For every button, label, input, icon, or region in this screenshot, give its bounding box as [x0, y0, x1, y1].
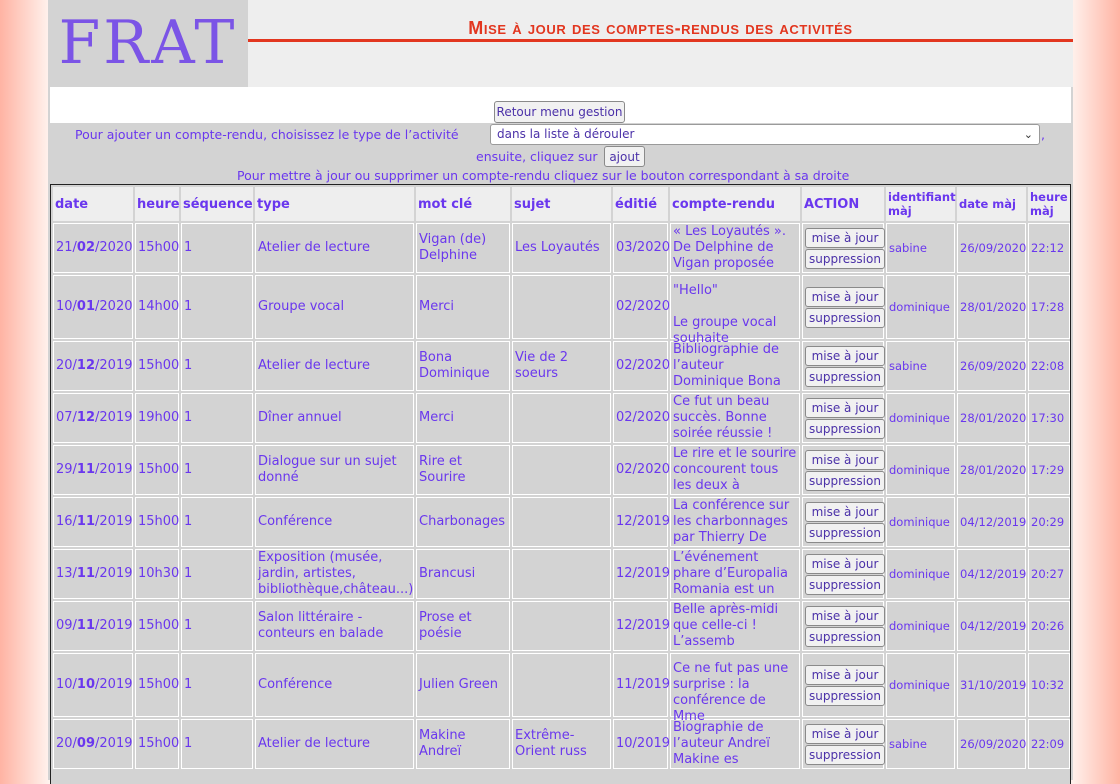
cell-sequence: 1 [181, 341, 253, 391]
table-row [53, 445, 1070, 495]
cell-heure-maj: 10:32 [1028, 653, 1070, 717]
cell-action [802, 601, 884, 651]
cell-compte-rendu [670, 393, 800, 443]
cell-compte-rendu [670, 341, 800, 391]
cell-compte-rendu [670, 223, 800, 273]
cell-sequence: 1 [181, 653, 253, 717]
cell-date [53, 223, 133, 273]
chevron-down-icon: ⌄ [1023, 128, 1033, 141]
table-row [53, 341, 1070, 391]
cell-date-maj: 31/10/2019 [957, 653, 1026, 717]
compte-rendu-text: Biographie de l’auteur Andreï Makine es [673, 720, 770, 767]
activity-type-select[interactable] [490, 124, 1040, 145]
frat-logo: FRAT [48, 0, 248, 87]
cell-action [802, 549, 884, 599]
cell-identifiant: dominique [886, 601, 955, 651]
date-day: 21/ [56, 240, 77, 255]
compte-rendu-text: Ce ne fut pas une surprise : la conférence de Mme [673, 661, 789, 724]
date-day: 20/ [56, 358, 77, 373]
cell-identifiant: dominique [886, 653, 955, 717]
header-compte-rendu: compte-rendu [670, 187, 800, 221]
cell-date [53, 653, 133, 717]
cell-mot-cle: Merci [416, 275, 510, 339]
date-year: /2020 [95, 299, 133, 314]
update-button[interactable]: mise à jour [805, 346, 885, 366]
cell-heure-maj: 17:28 [1028, 275, 1070, 339]
date-month: 10 [76, 677, 96, 692]
cell-compte-rendu [670, 549, 800, 599]
cell-editie: 02/2020 [613, 341, 668, 391]
cell-heure: 15h00 [135, 497, 179, 547]
cell-date-maj: 28/01/2020 [957, 393, 1026, 443]
cell-sujet [512, 445, 611, 495]
date-year: /2020 [95, 240, 133, 255]
back-to-menu-button[interactable]: Retour menu gestion [494, 101, 625, 123]
date-month: 11 [76, 514, 96, 529]
delete-button[interactable]: suppression [805, 627, 885, 647]
cell-heure-maj: 20:27 [1028, 549, 1070, 599]
table-row [53, 275, 1070, 339]
cell-date-maj: 26/09/2020 [957, 341, 1026, 391]
header-action: ACTION [802, 187, 884, 221]
cell-mot-cle: Charbonages [416, 497, 510, 547]
compte-rendu-text: Ce fut un beau succès. Bonne soirée réussie ! [673, 394, 773, 441]
cell-heure-maj: 22:12 [1028, 223, 1070, 273]
cell-mot-cle: Vigan (de) Delphine [416, 223, 510, 273]
cell-mot-cle: Merci [416, 393, 510, 443]
update-instruction-text: Pour mettre à jour ou supprimer un compte-rendu cliquez sur le bouton correspondant à sa droite [237, 168, 850, 183]
reports-table-container [50, 184, 1071, 784]
cell-identifiant: dominique [886, 393, 955, 443]
compte-rendu-text: « Les Loyautés ». De Delphine de Vigan proposée [673, 224, 786, 271]
cell-action [802, 653, 884, 717]
cell-date-maj: 04/12/2019 [957, 549, 1026, 599]
cell-type: Conférence [255, 653, 414, 717]
date-day: 10/ [56, 299, 77, 314]
cell-heure: 15h00 [135, 653, 179, 717]
cell-action [802, 223, 884, 273]
cell-editie: 12/2019 [613, 601, 668, 651]
date-year: /2019 [95, 736, 133, 751]
cell-type: Dîner annuel [255, 393, 414, 443]
cell-compte-rendu [670, 601, 800, 651]
add-instruction-text: Pour ajouter un compte-rendu, choisissez le type de l’activité [75, 127, 459, 142]
delete-button[interactable]: suppression [805, 745, 885, 765]
cell-heure-maj: 22:09 [1028, 719, 1070, 769]
delete-button[interactable]: suppression [805, 686, 885, 706]
cell-heure-maj: 17:29 [1028, 445, 1070, 495]
cell-heure-maj: 22:08 [1028, 341, 1070, 391]
cell-sequence: 1 [181, 549, 253, 599]
cell-compte-rendu [670, 653, 800, 724]
cell-date-maj: 26/09/2020 [957, 223, 1026, 273]
cell-type: Exposition (musée, jardin, artistes, bibliothèque,château...) [255, 549, 414, 599]
cell-identifiant: dominique [886, 549, 955, 599]
cell-mot-cle: Julien Green [416, 653, 510, 717]
delete-button[interactable]: suppression [805, 575, 885, 595]
cell-type: Salon littéraire - conteurs en balade [255, 601, 414, 651]
cell-type: Atelier de lecture [255, 719, 414, 769]
cell-heure-maj: 20:29 [1028, 497, 1070, 547]
cell-heure: 15h00 [135, 445, 179, 495]
date-year: /2019 [95, 410, 133, 425]
header-mot-cle: mot clé [416, 187, 510, 221]
cell-heure: 15h00 [135, 719, 179, 769]
cell-action [802, 719, 884, 769]
cell-sujet: Vie de 2 soeurs [512, 341, 611, 391]
cell-mot-cle: Brancusi [416, 549, 510, 599]
cell-date [53, 497, 133, 547]
update-button[interactable]: mise à jour [805, 554, 885, 574]
cell-heure: 15h00 [135, 223, 179, 273]
cell-sujet [512, 601, 611, 651]
date-year: /2019 [95, 618, 133, 633]
table-row [53, 719, 1070, 769]
cell-editie: 12/2019 [613, 549, 668, 599]
table-row [53, 653, 1070, 717]
cell-date [53, 393, 133, 443]
cell-action [802, 445, 884, 495]
page-title: Mise à jour des comptes-rendus des activités [468, 18, 853, 38]
cell-sequence: 1 [181, 223, 253, 273]
compte-rendu-text: L’événement phare d’Europalia Romania est un [673, 550, 788, 597]
reports-table [51, 185, 1072, 771]
date-month: 11 [76, 618, 96, 633]
cell-type: Dialogue sur un sujet donné [255, 445, 414, 495]
update-button[interactable]: mise à jour [805, 450, 885, 470]
delete-button[interactable]: suppression [805, 523, 885, 543]
add-button[interactable]: ajout [604, 146, 645, 167]
cell-sujet: Les Loyautés [512, 223, 611, 273]
date-day: 07/ [56, 410, 77, 425]
date-day: 16/ [56, 514, 77, 529]
date-month: 02 [76, 240, 96, 255]
cell-date-maj: 04/12/2019 [957, 601, 1026, 651]
date-month: 12 [76, 410, 96, 425]
cell-editie: 10/2019 [613, 719, 668, 769]
cell-date [53, 341, 133, 391]
cell-compte-rendu [670, 497, 800, 547]
date-day: 10/ [56, 677, 77, 692]
compte-rendu-text: Le rire et le sourire concourent tous les deux à [673, 446, 797, 493]
header-editie: éditié [613, 187, 668, 221]
cell-editie: 12/2019 [613, 497, 668, 547]
cell-date [53, 445, 133, 495]
cell-action [802, 393, 884, 443]
update-button[interactable]: mise à jour [805, 228, 885, 248]
date-month: 12 [76, 358, 96, 373]
cell-sujet [512, 497, 611, 547]
cell-identifiant: dominique [886, 275, 955, 339]
cell-sujet [512, 653, 611, 717]
cell-action [802, 497, 884, 547]
page [48, 0, 1073, 780]
cell-type: Conférence [255, 497, 414, 547]
update-button[interactable]: mise à jour [805, 606, 885, 626]
cell-date-maj: 28/01/2020 [957, 445, 1026, 495]
date-day: 13/ [56, 566, 77, 581]
cell-date [53, 719, 133, 769]
then-click-text: ensuite, cliquez sur [476, 149, 598, 164]
cell-sequence: 1 [181, 497, 253, 547]
title-underline [248, 39, 1073, 42]
cell-sequence: 1 [181, 601, 253, 651]
cell-type: Atelier de lecture [255, 341, 414, 391]
cell-editie: 11/2019 [613, 653, 668, 717]
cell-sequence: 1 [181, 393, 253, 443]
table-header-row [53, 187, 1070, 221]
cell-sequence: 1 [181, 445, 253, 495]
cell-identifiant: sabine [886, 223, 955, 273]
header-date: date [53, 187, 133, 221]
header-type: type [255, 187, 414, 221]
cell-editie: 03/2020 [613, 223, 668, 273]
cell-heure: 15h00 [135, 341, 179, 391]
date-month: 01 [76, 299, 96, 314]
table-row [53, 497, 1070, 547]
cell-date [53, 549, 133, 599]
cell-date [53, 601, 133, 651]
update-button[interactable]: mise à jour [805, 665, 885, 685]
date-month: 09 [76, 736, 96, 751]
date-year: /2019 [95, 514, 133, 529]
cell-type: Groupe vocal [255, 275, 414, 339]
compte-rendu-text: Bibliographie de l’auteur Dominique Bona [673, 342, 781, 389]
cell-type: Atelier de lecture [255, 223, 414, 273]
cell-sequence: 1 [181, 719, 253, 769]
cell-heure: 15h00 [135, 601, 179, 651]
delete-button[interactable]: suppression [805, 308, 885, 328]
cell-heure: 14h00 [135, 275, 179, 339]
table-row [53, 393, 1070, 443]
table-row [53, 601, 1070, 651]
instruction-comma: , [1041, 127, 1045, 142]
header-identifiant: identifiant màj [886, 187, 955, 221]
cell-date [53, 275, 133, 339]
cell-mot-cle: Rire et Sourire [416, 445, 510, 495]
date-year: /2019 [95, 566, 133, 581]
update-button[interactable]: mise à jour [805, 724, 885, 744]
compte-rendu-text: La conférence sur les charbonnages par Thierry De [673, 498, 790, 545]
cell-sujet [512, 549, 611, 599]
cell-sequence: 1 [181, 275, 253, 339]
cell-sujet: Extrême-Orient russ [512, 719, 611, 769]
date-year: /2019 [95, 462, 133, 477]
header-date-maj: date màj [957, 187, 1026, 221]
delete-button[interactable]: suppression [805, 367, 885, 387]
compte-rendu-text: Belle après-midi que celle-ci ! L’assemb [673, 602, 779, 649]
cell-action [802, 275, 884, 339]
header [48, 0, 1073, 87]
activity-type-select-value: dans la liste à dérouler [497, 127, 635, 141]
update-button[interactable]: mise à jour [805, 502, 885, 522]
cell-compte-rendu [670, 445, 800, 495]
cell-heure: 19h00 [135, 393, 179, 443]
date-month: 11 [76, 462, 96, 477]
cell-mot-cle: Makine Andreï [416, 719, 510, 769]
cell-date-maj: 04/12/2019 [957, 497, 1026, 547]
table-row [53, 223, 1070, 273]
cell-sujet [512, 393, 611, 443]
compte-rendu-text: "Hello" Le groupe vocal souhaite [673, 283, 777, 346]
date-year: /2019 [95, 358, 133, 373]
cell-identifiant: dominique [886, 445, 955, 495]
cell-heure-maj: 20:26 [1028, 601, 1070, 651]
cell-mot-cle: Bona Dominique [416, 341, 510, 391]
date-year: /2019 [95, 677, 133, 692]
date-day: 09/ [56, 618, 77, 633]
cell-sujet [512, 275, 611, 339]
date-day: 20/ [56, 736, 77, 751]
cell-compte-rendu [670, 275, 800, 346]
cell-mot-cle: Prose et poésie [416, 601, 510, 651]
cell-action [802, 341, 884, 391]
update-button[interactable]: mise à jour [805, 287, 885, 307]
cell-editie: 02/2020 [613, 393, 668, 443]
cell-identifiant: sabine [886, 341, 955, 391]
table-row [53, 549, 1070, 599]
date-day: 29/ [56, 462, 77, 477]
cell-heure-maj: 17:30 [1028, 393, 1070, 443]
header-heure: heure [135, 187, 179, 221]
delete-button[interactable]: suppression [805, 249, 885, 269]
cell-date-maj: 26/09/2020 [957, 719, 1026, 769]
cell-date-maj: 28/01/2020 [957, 275, 1026, 339]
cell-identifiant: dominique [886, 497, 955, 547]
delete-button[interactable]: suppression [805, 471, 885, 491]
update-button[interactable]: mise à jour [805, 398, 885, 418]
delete-button[interactable]: suppression [805, 419, 885, 439]
cell-identifiant: sabine [886, 719, 955, 769]
header-sequence: séquence [181, 187, 253, 221]
cell-heure: 10h30 [135, 549, 179, 599]
cell-editie: 02/2020 [613, 275, 668, 339]
cell-compte-rendu [670, 719, 800, 769]
header-heure-maj: heure màj [1028, 187, 1070, 221]
date-month: 11 [76, 566, 96, 581]
cell-editie: 02/2020 [613, 445, 668, 495]
header-sujet: sujet [512, 187, 611, 221]
